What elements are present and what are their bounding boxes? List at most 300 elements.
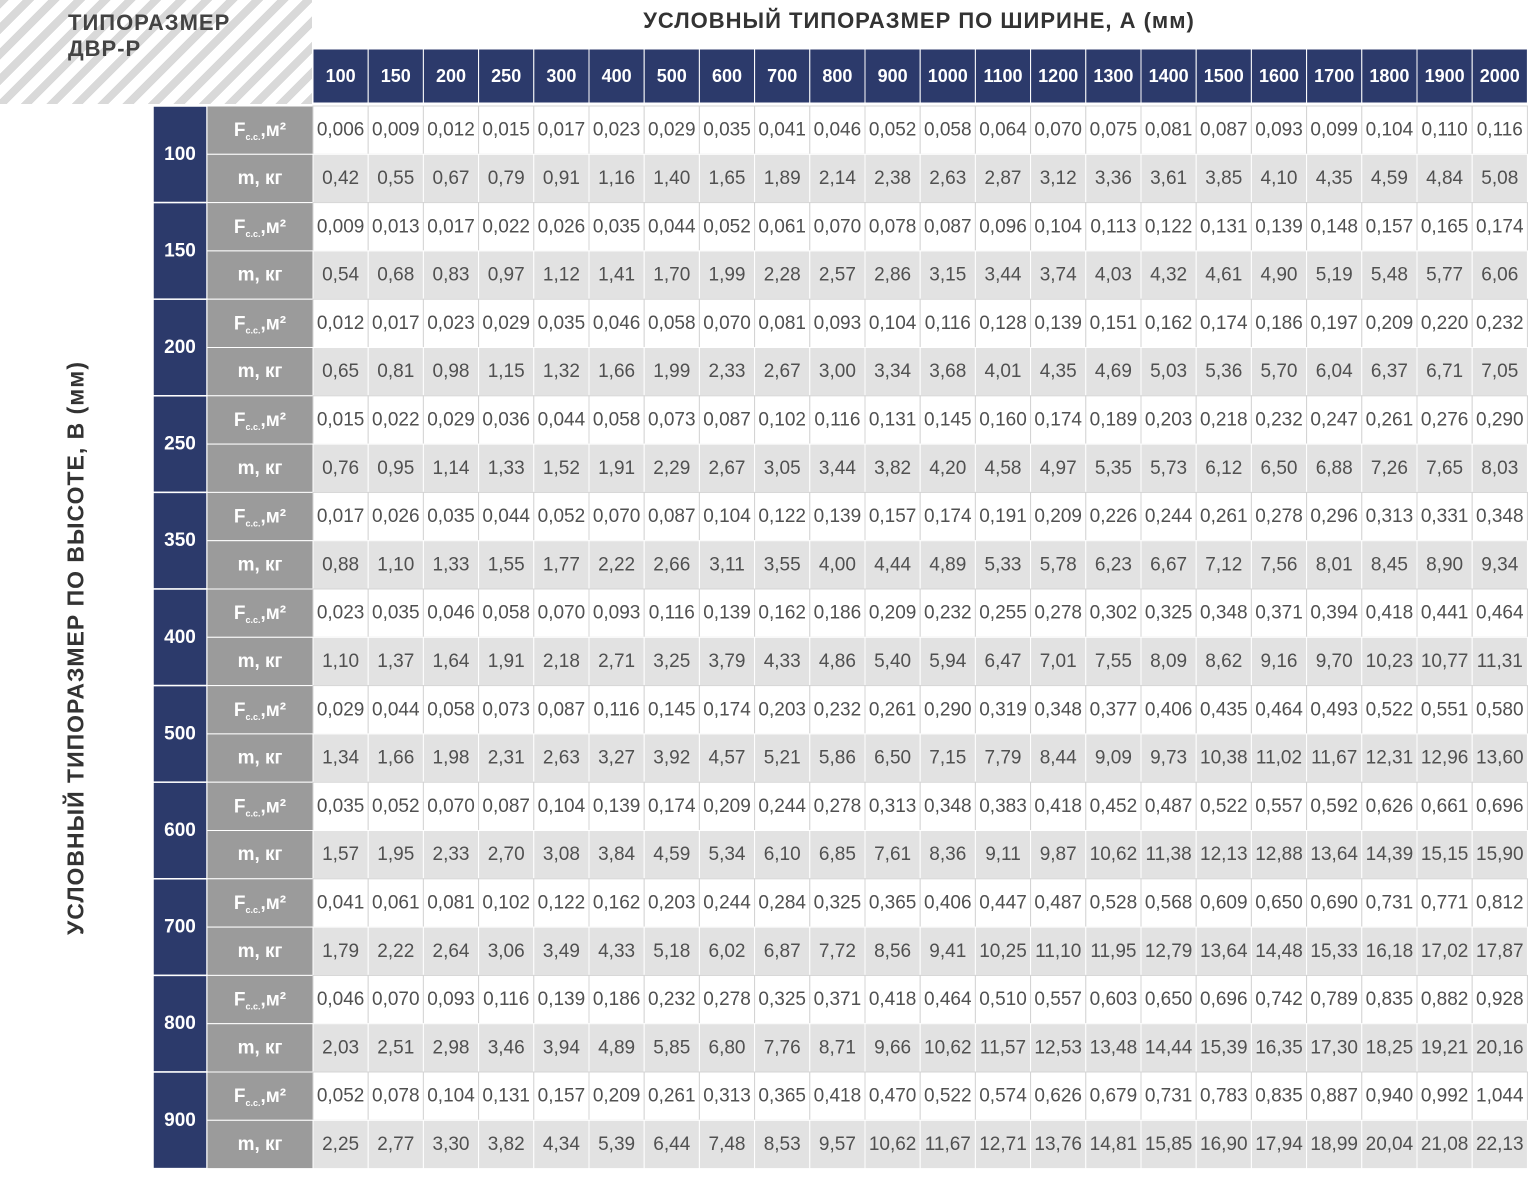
width-header-label: 700 bbox=[767, 66, 798, 86]
mass-value: 7,26 bbox=[1370, 457, 1408, 479]
area-value: 0,203 bbox=[1144, 409, 1193, 431]
area-value: 0,731 bbox=[1365, 892, 1414, 914]
mass-value: 3,46 bbox=[487, 1037, 525, 1059]
width-header-label: 1900 bbox=[1424, 66, 1465, 86]
mass-value: 1,99 bbox=[708, 264, 746, 286]
height-header-label: 100 bbox=[164, 143, 196, 165]
mass-value: 4,97 bbox=[1039, 457, 1077, 479]
mass-value: 4,90 bbox=[1260, 264, 1298, 286]
mass-value: 6,71 bbox=[1426, 361, 1464, 383]
mass-value: 9,16 bbox=[1260, 650, 1298, 672]
area-value: 0,139 bbox=[813, 506, 862, 528]
area-value: 0,365 bbox=[868, 892, 917, 914]
mass-value: 2,51 bbox=[377, 1037, 415, 1059]
mass-value: 16,35 bbox=[1255, 1037, 1303, 1059]
mass-value: 4,58 bbox=[984, 457, 1022, 479]
mass-value: 3,44 bbox=[984, 264, 1022, 286]
mass-value: 4,59 bbox=[653, 844, 691, 866]
mass-value: 3,61 bbox=[1150, 167, 1188, 189]
mass-value: 10,25 bbox=[979, 940, 1027, 962]
mass-value: 7,56 bbox=[1260, 554, 1298, 576]
area-value: 0,331 bbox=[1420, 506, 1469, 528]
mass-label: m, кг bbox=[237, 361, 283, 383]
mass-value: 7,76 bbox=[763, 1037, 801, 1059]
mass-value: 17,94 bbox=[1255, 1133, 1303, 1155]
mass-value: 14,44 bbox=[1144, 1037, 1193, 1059]
width-axis-title: УСЛОВНЫЙ ТИПОРАЗМЕР ПО ШИРИНЕ, А (мм) bbox=[643, 8, 1195, 33]
area-value: 0,013 bbox=[372, 216, 420, 238]
mass-value: 2,22 bbox=[377, 940, 415, 962]
area-value: 0,522 bbox=[924, 1085, 972, 1107]
mass-value: 1,41 bbox=[598, 264, 636, 286]
area-value: 0,557 bbox=[1034, 989, 1082, 1011]
area-value: 0,116 bbox=[483, 989, 530, 1011]
area-value: 0,191 bbox=[979, 506, 1027, 528]
mass-value: 16,18 bbox=[1365, 940, 1414, 962]
mass-value: 2,03 bbox=[322, 1037, 360, 1059]
area-value: 0,052 bbox=[316, 1085, 365, 1107]
mass-value: 11,67 bbox=[1311, 747, 1358, 769]
area-label: $F_{с.с.},м^2$ bbox=[233, 409, 287, 432]
mass-value: 4,35 bbox=[1315, 167, 1353, 189]
mass-value: 22,13 bbox=[1476, 1133, 1524, 1155]
area-value: 0,046 bbox=[813, 119, 862, 141]
area-value: 0,012 bbox=[316, 312, 365, 334]
area-value: 0,696 bbox=[1200, 989, 1248, 1011]
area-value: 0,928 bbox=[1476, 989, 1524, 1011]
mass-label: m, кг bbox=[237, 167, 283, 189]
mass-value: 4,69 bbox=[1094, 361, 1132, 383]
area-value: 0,070 bbox=[703, 312, 751, 334]
area-value: 0,557 bbox=[1255, 795, 1303, 817]
mass-value: 13,60 bbox=[1476, 747, 1524, 769]
area-value: 0,070 bbox=[372, 989, 420, 1011]
area-value: 0,487 bbox=[1034, 892, 1082, 914]
mass-value: 4,59 bbox=[1370, 167, 1408, 189]
mass-value: 2,38 bbox=[874, 167, 912, 189]
area-value: 0,081 bbox=[427, 892, 475, 914]
mass-value: 2,67 bbox=[763, 361, 801, 383]
area-value: 0,226 bbox=[1089, 506, 1138, 528]
area-value: 0,113 bbox=[1090, 216, 1137, 238]
width-header-label: 2000 bbox=[1479, 66, 1520, 86]
area-value: 0,218 bbox=[1200, 409, 1248, 431]
area-value: 0,015 bbox=[316, 409, 365, 431]
corner-title-line1: ТИПОРАЗМЕР bbox=[68, 10, 231, 35]
area-value: 0,148 bbox=[1310, 216, 1358, 238]
height-header-label: 250 bbox=[164, 433, 196, 455]
mass-value: 3,94 bbox=[542, 1037, 580, 1059]
area-value: 0,174 bbox=[648, 795, 696, 817]
area-value: 0,276 bbox=[1420, 409, 1469, 431]
width-header-label: 250 bbox=[491, 66, 522, 86]
mass-value: 1,33 bbox=[487, 457, 525, 479]
area-value: 0,394 bbox=[1310, 602, 1358, 624]
area-value: 0,568 bbox=[1144, 892, 1193, 914]
mass-value: 7,55 bbox=[1094, 650, 1132, 672]
mass-value: 4,57 bbox=[708, 747, 746, 769]
area-value: 0,122 bbox=[1144, 216, 1193, 238]
area-value: 0,418 bbox=[813, 1085, 862, 1107]
mass-value: 11,38 bbox=[1145, 844, 1192, 866]
area-value: 0,626 bbox=[1365, 795, 1414, 817]
area-value: 0,383 bbox=[979, 795, 1027, 817]
mass-value: 5,48 bbox=[1370, 264, 1408, 286]
mass-value: 5,77 bbox=[1426, 264, 1464, 286]
area-value: 0,029 bbox=[427, 409, 475, 431]
area-value: 0,325 bbox=[758, 989, 806, 1011]
area-value: 0,464 bbox=[924, 989, 972, 1011]
area-value: 0,441 bbox=[1420, 602, 1469, 624]
area-value: 0,406 bbox=[924, 892, 972, 914]
mass-value: 4,10 bbox=[1260, 167, 1298, 189]
area-value: 0,139 bbox=[703, 602, 751, 624]
area-value: 0,122 bbox=[537, 892, 586, 914]
mass-value: 17,02 bbox=[1420, 940, 1469, 962]
mass-value: 3,36 bbox=[1094, 167, 1132, 189]
area-value: 0,035 bbox=[592, 216, 641, 238]
area-value: 0,783 bbox=[1200, 1085, 1248, 1107]
area-value: 0,116 bbox=[1476, 119, 1523, 141]
mass-value: 0,95 bbox=[377, 457, 415, 479]
mass-value: 8,53 bbox=[763, 1133, 801, 1155]
area-value: 1,044 bbox=[1476, 1085, 1524, 1107]
area-value: 0,064 bbox=[979, 119, 1027, 141]
area-value: 0,244 bbox=[1144, 506, 1193, 528]
mass-value: 11,67 bbox=[924, 1133, 971, 1155]
mass-value: 0,67 bbox=[432, 167, 470, 189]
mass-value: 15,90 bbox=[1476, 844, 1524, 866]
area-value: 0,087 bbox=[924, 216, 972, 238]
mass-value: 3,25 bbox=[653, 650, 691, 672]
mass-value: 2,87 bbox=[984, 167, 1022, 189]
mass-value: 13,76 bbox=[1034, 1133, 1082, 1155]
area-value: 0,189 bbox=[1089, 409, 1138, 431]
area-value: 0,078 bbox=[372, 1085, 420, 1107]
mass-value: 0,98 bbox=[432, 361, 470, 383]
area-value: 0,157 bbox=[537, 1085, 586, 1107]
area-value: 0,278 bbox=[813, 795, 862, 817]
area-value: 0,075 bbox=[1089, 119, 1138, 141]
mass-value: 5,18 bbox=[653, 940, 691, 962]
mass-value: 15,33 bbox=[1310, 940, 1358, 962]
mass-value: 4,84 bbox=[1426, 167, 1464, 189]
area-value: 0,835 bbox=[1255, 1085, 1303, 1107]
mass-value: 3,12 bbox=[1039, 167, 1077, 189]
mass-value: 4,35 bbox=[1039, 361, 1077, 383]
mass-value: 9,09 bbox=[1094, 747, 1132, 769]
area-value: 0,041 bbox=[316, 892, 365, 914]
mass-value: 4,89 bbox=[598, 1037, 636, 1059]
area-value: 0,139 bbox=[537, 989, 586, 1011]
area-value: 0,313 bbox=[868, 795, 917, 817]
mass-value: 5,78 bbox=[1039, 554, 1077, 576]
mass-value: 5,40 bbox=[874, 650, 912, 672]
mass-value: 5,03 bbox=[1150, 361, 1188, 383]
area-value: 0,209 bbox=[592, 1085, 641, 1107]
area-value: 0,574 bbox=[979, 1085, 1027, 1107]
area-value: 0,131 bbox=[1200, 216, 1248, 238]
area-value: 0,882 bbox=[1420, 989, 1469, 1011]
mass-value: 1,70 bbox=[653, 264, 691, 286]
width-header-label: 1400 bbox=[1148, 66, 1189, 86]
mass-value: 1,55 bbox=[487, 554, 525, 576]
area-value: 0,209 bbox=[868, 602, 917, 624]
mass-value: 0,54 bbox=[322, 264, 360, 286]
width-header-label: 400 bbox=[601, 66, 632, 86]
area-value: 0,493 bbox=[1310, 699, 1358, 721]
mass-value: 13,64 bbox=[1200, 940, 1248, 962]
mass-value: 1,52 bbox=[542, 457, 580, 479]
mass-value: 3,68 bbox=[929, 361, 967, 383]
mass-value: 10,38 bbox=[1200, 747, 1248, 769]
area-value: 0,017 bbox=[316, 506, 365, 528]
mass-value: 5,36 bbox=[1205, 361, 1243, 383]
mass-value: 2,63 bbox=[929, 167, 967, 189]
area-value: 0,580 bbox=[1476, 699, 1524, 721]
mass-value: 6,23 bbox=[1094, 554, 1132, 576]
mass-value: 2,18 bbox=[542, 650, 580, 672]
mass-value: 3,49 bbox=[542, 940, 580, 962]
mass-value: 4,61 bbox=[1205, 264, 1243, 286]
mass-label: m, кг bbox=[237, 1037, 283, 1059]
mass-value: 6,50 bbox=[1260, 457, 1298, 479]
mass-value: 1,15 bbox=[487, 361, 525, 383]
area-value: 0,026 bbox=[372, 506, 420, 528]
area-value: 0,139 bbox=[1034, 312, 1082, 334]
area-value: 0,017 bbox=[372, 312, 420, 334]
mass-value: 8,01 bbox=[1315, 554, 1353, 576]
mass-value: 3,79 bbox=[708, 650, 746, 672]
area-value: 0,209 bbox=[1365, 312, 1414, 334]
mass-value: 2,33 bbox=[432, 844, 470, 866]
mass-value: 3,06 bbox=[487, 940, 525, 962]
mass-value: 10,77 bbox=[1420, 650, 1469, 672]
height-axis-title: УСЛОВНЫЙ ТИПОРАЗМЕР ПО ВЫСОТЕ, В (мм) bbox=[62, 361, 89, 935]
area-value: 0,371 bbox=[813, 989, 862, 1011]
area-value: 0,009 bbox=[316, 216, 365, 238]
area-value: 0,029 bbox=[316, 699, 365, 721]
area-value: 0,835 bbox=[1365, 989, 1414, 1011]
area-value: 0,044 bbox=[372, 699, 420, 721]
area-value: 0,174 bbox=[1200, 312, 1248, 334]
mass-value: 12,53 bbox=[1034, 1037, 1082, 1059]
area-value: 0,165 bbox=[1420, 216, 1469, 238]
mass-value: 5,19 bbox=[1315, 264, 1353, 286]
mass-value: 1,95 bbox=[377, 844, 415, 866]
area-value: 0,104 bbox=[427, 1085, 475, 1107]
area-value: 0,026 bbox=[537, 216, 586, 238]
area-value: 0,070 bbox=[427, 795, 475, 817]
mass-value: 7,72 bbox=[818, 940, 856, 962]
mass-value: 2,98 bbox=[432, 1037, 470, 1059]
area-value: 0,650 bbox=[1144, 989, 1193, 1011]
area-value: 0,093 bbox=[592, 602, 641, 624]
height-header-label: 900 bbox=[164, 1109, 196, 1131]
mass-value: 11,31 bbox=[1476, 650, 1523, 672]
area-label: $F_{с.с.},м^2$ bbox=[233, 1085, 287, 1109]
mass-value: 12,88 bbox=[1255, 844, 1303, 866]
mass-value: 13,64 bbox=[1310, 844, 1358, 866]
area-value: 0,061 bbox=[372, 892, 420, 914]
area-value: 0,081 bbox=[1144, 119, 1193, 141]
area-value: 0,052 bbox=[703, 216, 751, 238]
width-header-label: 1700 bbox=[1314, 66, 1355, 86]
width-header-label: 800 bbox=[822, 66, 853, 86]
mass-value: 9,41 bbox=[929, 940, 967, 962]
area-value: 0,070 bbox=[592, 506, 641, 528]
mass-value: 0,83 bbox=[432, 264, 470, 286]
area-value: 0,035 bbox=[316, 795, 365, 817]
area-value: 0,325 bbox=[813, 892, 862, 914]
area-value: 0,690 bbox=[1310, 892, 1358, 914]
area-value: 0,102 bbox=[482, 892, 530, 914]
mass-value: 6,06 bbox=[1481, 264, 1519, 286]
area-value: 0,487 bbox=[1144, 795, 1193, 817]
area-value: 0,122 bbox=[758, 506, 806, 528]
area-label: $F_{с.с.},м^2$ bbox=[233, 506, 287, 529]
area-value: 0,162 bbox=[592, 892, 641, 914]
mass-value: 3,84 bbox=[598, 844, 636, 866]
area-value: 0,162 bbox=[758, 602, 806, 624]
mass-value: 3,44 bbox=[818, 457, 856, 479]
mass-value: 0,65 bbox=[322, 361, 360, 383]
mass-value: 9,87 bbox=[1039, 844, 1077, 866]
area-value: 0,104 bbox=[703, 506, 751, 528]
area-value: 0,070 bbox=[537, 602, 586, 624]
area-value: 0,058 bbox=[427, 699, 475, 721]
mass-value: 12,71 bbox=[979, 1133, 1027, 1155]
mass-value: 0,88 bbox=[322, 554, 360, 576]
mass-value: 12,79 bbox=[1144, 940, 1193, 962]
mass-value: 5,85 bbox=[653, 1037, 691, 1059]
mass-value: 3,11 bbox=[709, 554, 745, 576]
area-value: 0,365 bbox=[758, 1085, 806, 1107]
mass-value: 1,91 bbox=[487, 650, 525, 672]
mass-value: 1,66 bbox=[598, 361, 636, 383]
area-value: 0,940 bbox=[1365, 1085, 1414, 1107]
area-value: 0,464 bbox=[1255, 699, 1303, 721]
mass-value: 1,34 bbox=[322, 747, 360, 769]
mass-value: 19,21 bbox=[1420, 1037, 1469, 1059]
area-value: 0,102 bbox=[758, 409, 806, 431]
mass-value: 2,66 bbox=[653, 554, 691, 576]
mass-value: 8,71 bbox=[818, 1037, 856, 1059]
area-value: 0,093 bbox=[427, 989, 475, 1011]
area-value: 0,110 bbox=[1421, 119, 1468, 141]
mass-value: 14,81 bbox=[1089, 1133, 1138, 1155]
mass-value: 1,10 bbox=[377, 554, 415, 576]
mass-label: m, кг bbox=[237, 844, 283, 866]
area-value: 0,093 bbox=[813, 312, 862, 334]
mass-value: 4,86 bbox=[818, 650, 856, 672]
area-value: 0,099 bbox=[1310, 119, 1358, 141]
mass-value: 10,23 bbox=[1365, 650, 1414, 672]
mass-value: 7,79 bbox=[984, 747, 1022, 769]
mass-value: 5,73 bbox=[1150, 457, 1188, 479]
area-value: 0,255 bbox=[979, 602, 1027, 624]
mass-value: 4,32 bbox=[1150, 264, 1188, 286]
mass-value: 0,97 bbox=[487, 264, 525, 286]
mass-value: 8,62 bbox=[1205, 650, 1243, 672]
mass-value: 6,47 bbox=[984, 650, 1022, 672]
area-value: 0,116 bbox=[648, 602, 695, 624]
mass-value: 4,33 bbox=[598, 940, 636, 962]
mass-value: 2,14 bbox=[818, 167, 856, 189]
area-value: 0,992 bbox=[1420, 1085, 1469, 1107]
width-header-label: 1100 bbox=[983, 66, 1023, 86]
area-value: 0,174 bbox=[1034, 409, 1082, 431]
mass-value: 6,10 bbox=[763, 844, 801, 866]
area-value: 0,036 bbox=[482, 409, 530, 431]
mass-value: 3,82 bbox=[487, 1133, 525, 1155]
area-value: 0,220 bbox=[1420, 312, 1469, 334]
width-header-label: 150 bbox=[380, 66, 411, 86]
area-value: 0,696 bbox=[1476, 795, 1524, 817]
area-value: 0,464 bbox=[1476, 602, 1524, 624]
area-label: $F_{с.с.},м^2$ bbox=[233, 119, 287, 143]
area-value: 0,418 bbox=[868, 989, 917, 1011]
width-header-label: 1000 bbox=[927, 66, 968, 86]
mass-value: 2,31 bbox=[487, 747, 525, 769]
area-value: 0,679 bbox=[1089, 1085, 1138, 1107]
mass-value: 1,77 bbox=[542, 554, 580, 576]
area-value: 0,023 bbox=[316, 602, 365, 624]
mass-value: 3,00 bbox=[818, 361, 856, 383]
area-value: 0,302 bbox=[1089, 602, 1138, 624]
width-header-label: 600 bbox=[711, 66, 743, 86]
width-header-label: 900 bbox=[877, 66, 908, 86]
area-value: 0,244 bbox=[758, 795, 806, 817]
area-value: 0,186 bbox=[1255, 312, 1303, 334]
area-value: 0,017 bbox=[537, 119, 586, 141]
area-value: 0,015 bbox=[482, 119, 530, 141]
mass-value: 12,13 bbox=[1200, 844, 1248, 866]
mass-value: 6,80 bbox=[708, 1037, 746, 1059]
area-value: 0,061 bbox=[758, 216, 806, 238]
area-value: 0,418 bbox=[1365, 602, 1414, 624]
mass-value: 5,70 bbox=[1260, 361, 1298, 383]
width-header-label: 500 bbox=[656, 66, 687, 86]
area-value: 0,348 bbox=[1200, 602, 1248, 624]
mass-value: 3,15 bbox=[929, 264, 967, 286]
mass-value: 1,40 bbox=[653, 167, 691, 189]
mass-value: 4,20 bbox=[929, 457, 967, 479]
mass-value: 8,03 bbox=[1481, 457, 1519, 479]
area-value: 0,009 bbox=[372, 119, 420, 141]
mass-value: 7,48 bbox=[708, 1133, 746, 1155]
area-value: 0,261 bbox=[1365, 409, 1414, 431]
area-value: 0,093 bbox=[1255, 119, 1303, 141]
mass-value: 4,03 bbox=[1094, 264, 1132, 286]
area-value: 0,044 bbox=[537, 409, 586, 431]
mass-value: 4,89 bbox=[929, 554, 967, 576]
mass-value: 1,16 bbox=[598, 167, 636, 189]
mass-value: 1,33 bbox=[432, 554, 470, 576]
mass-value: 9,11 bbox=[985, 844, 1021, 866]
mass-value: 6,88 bbox=[1315, 457, 1353, 479]
area-value: 0,145 bbox=[648, 699, 696, 721]
mass-value: 15,15 bbox=[1420, 844, 1469, 866]
area-value: 0,116 bbox=[924, 312, 971, 334]
mass-value: 2,71 bbox=[598, 650, 636, 672]
mass-value: 9,34 bbox=[1481, 554, 1519, 576]
mass-value: 0,42 bbox=[322, 167, 360, 189]
area-value: 0,452 bbox=[1089, 795, 1138, 817]
area-value: 0,742 bbox=[1255, 989, 1303, 1011]
area-value: 0,035 bbox=[372, 602, 420, 624]
mass-label: m, кг bbox=[237, 457, 283, 479]
